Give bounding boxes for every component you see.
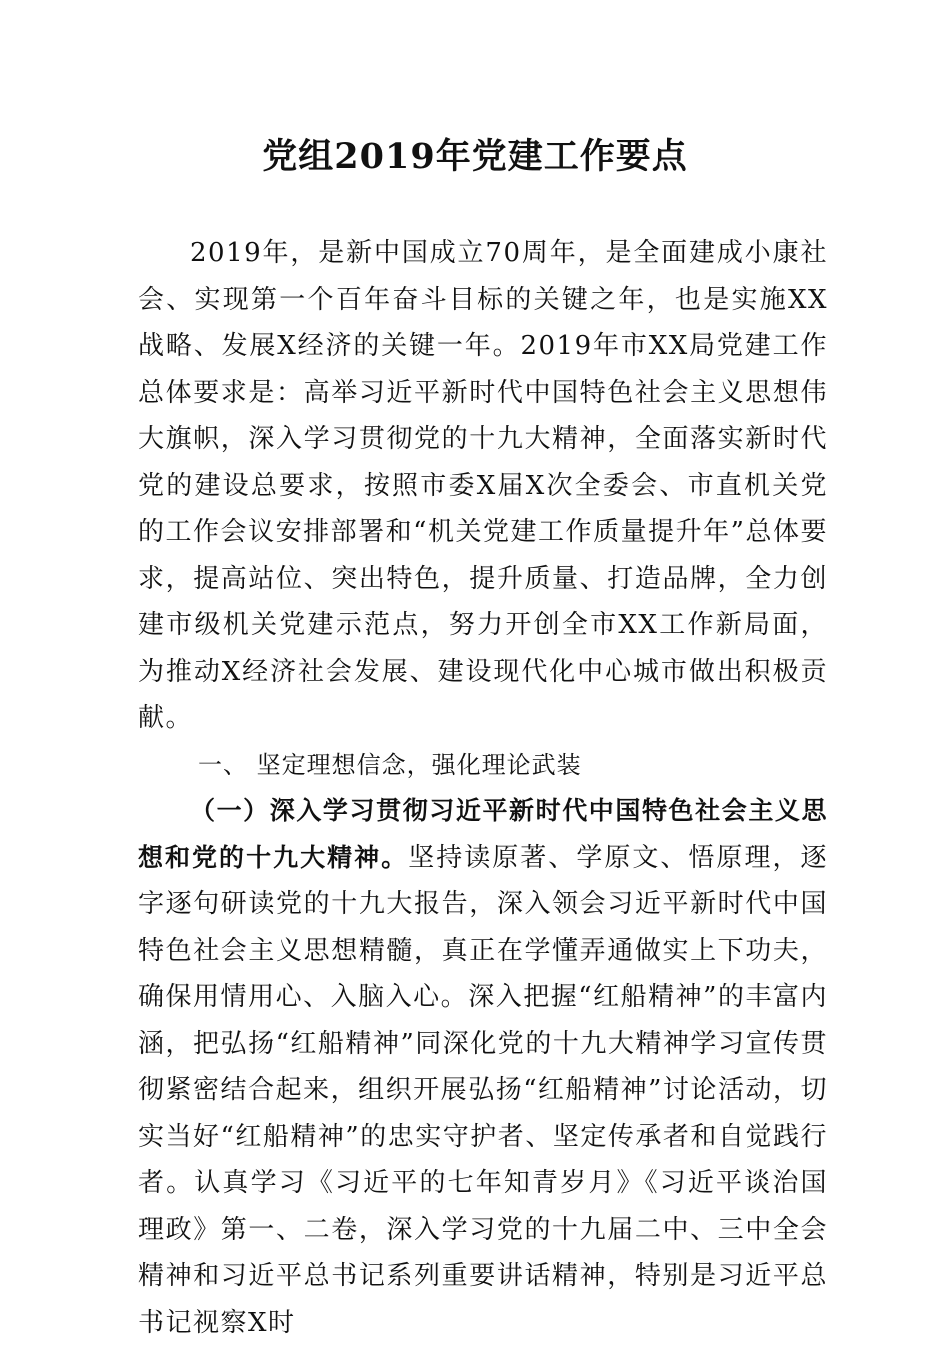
item-1-body: 坚持读原著、学原文、悟原理，逐字逐句研读党的十九大报告，深入领会习近平新时代中国特色社会主义思想精髓，真正在学懂弄通做实上下功夫，确保用情用心、入脑入心。深入把握“红船精神”的丰富内涵，把弘扬“红船精神”同深化党的十九大精神学习宣传贯彻紧密结合起来，组织开展弘扬“红船精神”讨论活动，切实当好“红船精神”的忠实守护者、坚定传承者和自觉践行者。认真学习《习近平的七年知青岁月》《习近平谈治国理政》第一、二卷，深入学习党的十九届二中、三中全会精神和习近平总书记系列重要讲话精神，特别是习近平总书记视察X时: [138, 842, 828, 1338]
section-1-heading: 一、 坚定理想信念，强化理论武装: [198, 750, 582, 779]
document-body: [138, 230, 828, 1346]
intro-paragraph: 2019年，是新中国成立70周年，是全面建成小康社会、实现第一个百年奋斗目标的关键之年，也是实施XX战略、发展X经济的关键一年。2019年市XX局党建工作总体要求是：高举习近平新时代中国特色社会主义思想伟大旗帜，深入学习贯彻党的十九大精神，全面落实新时代党的建设总要求，按照市委X届X次全委会、市直机关党的工作会议安排部署和“机关党建工作质量提升年”总体要求，提高站位、突出特色，提升质量、打造品牌，全力创建市级机关党建示范点，努力开创全市XX工作新局面，为推动X经济社会发展、建设现代化中心城市做出积极贡献。: [138, 238, 828, 733]
document-title: 党组2019年党建工作要点: [262, 136, 688, 177]
item-1-lead: （一）深入学习贯彻习近平新时代中国特色社会主义思想和党的十九大精神。: [138, 796, 828, 872]
item-1-paragraph: [138, 788, 828, 1346]
